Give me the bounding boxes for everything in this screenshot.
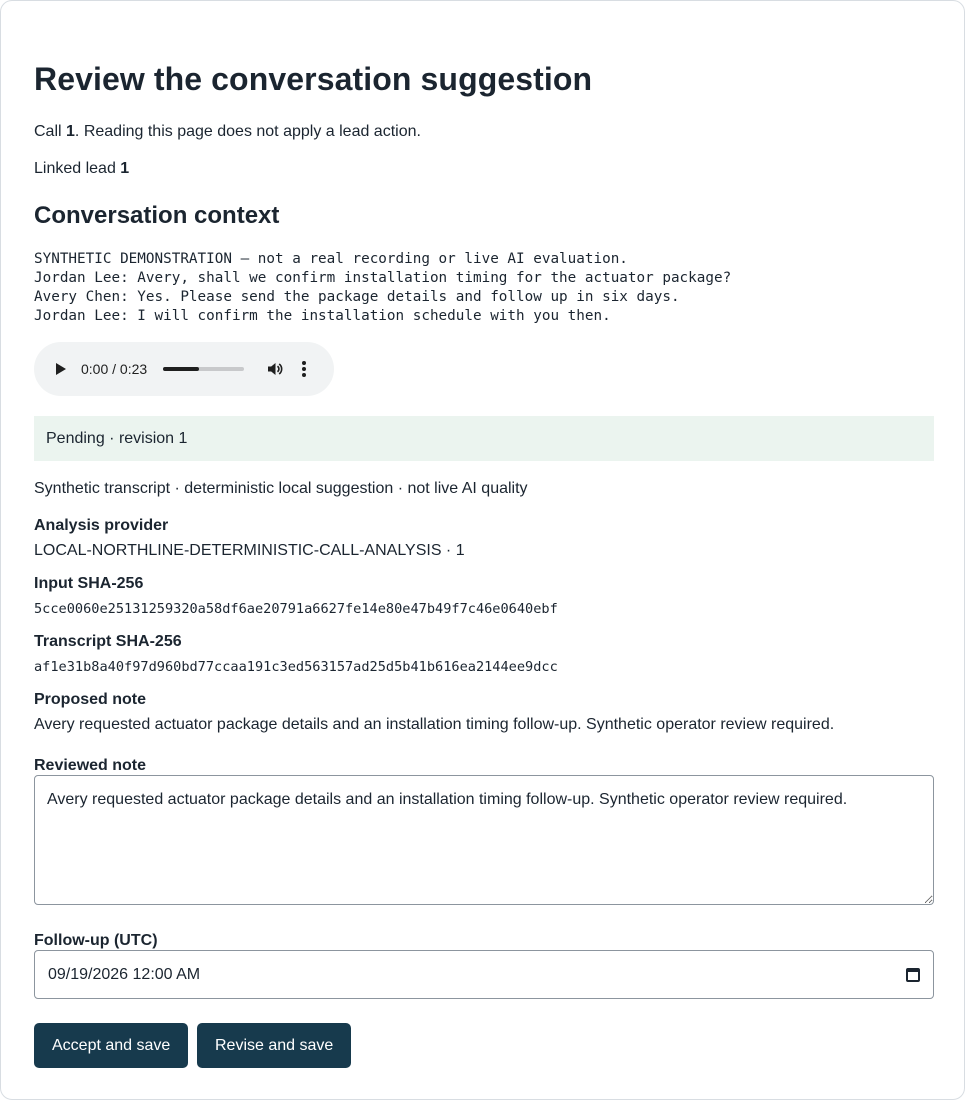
meta-note: Synthetic transcript · deterministic local suggestion · not live AI quality <box>34 480 528 497</box>
provider-value: LOCAL-NORTHLINE-DETERMINISTIC-CALL-ANALYSIS · 1 <box>34 542 465 559</box>
proposed-note-label: Proposed note <box>34 691 147 708</box>
followup-datetime-input[interactable] <box>34 950 934 999</box>
more-vertical-icon[interactable] <box>302 361 306 377</box>
context-heading: Conversation context <box>34 202 280 229</box>
transcript-sha-value: af1e31b8a40f97d960bd77ccaa191c3ed563157ad25d5b41b616ea2144ee9dcc <box>34 659 558 675</box>
transcript-line: Avery Chen: Yes. Please send the package details and follow up in six days. <box>34 289 680 305</box>
calendar-icon[interactable] <box>906 968 920 982</box>
linked-lead <box>34 159 129 179</box>
transcript-line: SYNTHETIC DEMONSTRATION — not a real recording or live AI evaluation. <box>34 251 628 267</box>
followup-value: 09/19/2026 12:00 AM <box>48 965 201 983</box>
input-sha-value: 5cce0060e25131259320a58df6ae20791a6627fe14e80e47b49f7c46e0640ebf <box>34 601 558 617</box>
transcript-line: Jordan Lee: Avery, shall we confirm installation timing for the actuator package? <box>34 270 732 286</box>
audio-seek-fill <box>163 367 199 371</box>
reviewed-note-input[interactable] <box>34 775 934 905</box>
volume-icon[interactable] <box>266 360 284 378</box>
call-suffix: . Reading this page does not apply a lead action. <box>74 123 421 140</box>
proposed-note-value: Avery requested actuator package details and an installation timing follow-up. Synthetic operator review required. <box>34 716 835 733</box>
linked-lead-label: Linked lead <box>34 160 121 177</box>
accept-and-save-button[interactable]: Accept and save <box>34 1023 188 1068</box>
page-title: Review the conversation suggestion <box>34 61 593 97</box>
transcript <box>34 250 731 326</box>
transcript-sha-label: Transcript SHA-256 <box>34 633 182 650</box>
followup-label: Follow-up (UTC) <box>34 932 158 949</box>
status-banner: Pending · revision 1 <box>34 416 934 461</box>
audio-time: 0:00 / 0:23 <box>81 361 148 377</box>
linked-lead-number: 1 <box>120 160 130 177</box>
input-sha-label: Input SHA-256 <box>34 575 144 592</box>
audio-player[interactable] <box>34 342 334 396</box>
play-icon[interactable] <box>56 363 66 375</box>
call-prefix: Call <box>34 123 67 140</box>
call-number: 1 <box>66 123 75 140</box>
revise-and-save-button[interactable]: Revise and save <box>197 1023 351 1068</box>
provider-label: Analysis provider <box>34 517 169 534</box>
audio-seek-bar[interactable] <box>163 367 244 371</box>
reviewed-note-label: Reviewed note <box>34 757 147 774</box>
call-info <box>34 122 421 142</box>
transcript-line: Jordan Lee: I will confirm the installation schedule with you then. <box>34 308 611 324</box>
